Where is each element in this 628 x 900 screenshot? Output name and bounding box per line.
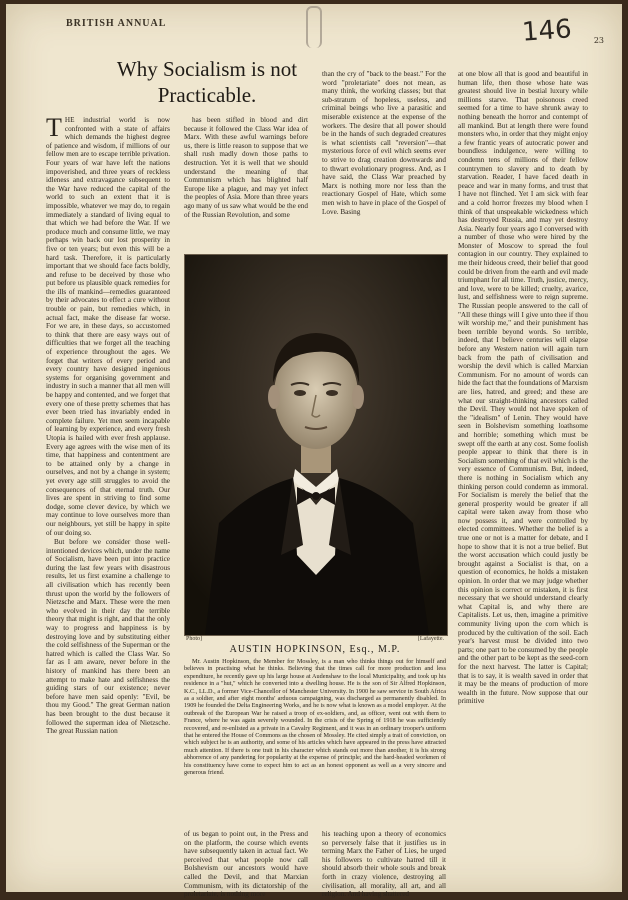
paragraph: of us began to point out, in the Press and on the platform, the course which events have subsequently taken in actual fact. We perceived that what people now call Bolshevism our ancestors would have called the Devil, and that Marxian Communism, with its dictatorship of the proletariate, is nothing more xyxy=(184,830,308,899)
article-title: Why Socialism is not Practicable. xyxy=(116,57,298,107)
paper-clip-mark xyxy=(306,6,322,48)
paragraph: But before we consider those well-intentioned devices which, under the name of Socialism, have been put into practice during the last few years with disastrous results, let us first examine a challenge to all civilisation which has recently been thrust upon the world by the followers of Nietzsche and Marx. These were the men who evolved in their day the terrible theory that might is right, and that the only way to progress and happiness is by destroying love and by substituting either the cold selfishness of the Superman or the hatred which is called the Class War. So far as I am aware, never before in the history of mankind has there been an attempt to make hate and selfishness the guiding stars of our existence; never before have men said openly: "Evil, be thou my Good." The great German nation has been brought to the dust because it followed the superman idea of Nietzsche. The great Russian nation xyxy=(46,538,170,736)
magazine-logo: BRITISH ANNUAL xyxy=(66,18,167,29)
caption-body xyxy=(184,658,446,824)
paragraph: at one blow all that is good and beautiful in human life, then those whose hate was greatest should live in bestial luxury while millions starve. That poisonous creed seemed for a time to have shrunk away to nothing beneath the horror and contempt of all mankind. But at length there were found monsters who, in order that they might enjoy a few frantic years of autocratic power and boundless indulgence, were willing to condemn tens of millions of their fellow countrymen to slavery and to death by starvation. Reader, I have faced death in peace and war in many forms, and trust that I have not flinched. Yet I am sick with fear and a cold horror freezes my blood when I think of that unspeakable wickedness which has destroyed Russia, and may yet destroy Asia. Nearly four years ago I conversed with a number of those who were hired by the Monster of Moscow to spread the foul contagion in our country. They explained to me their hideous creed, their belief that good could be driven from the earth and evil made triumphant for all time. Truth, justice, mercy, and love, were to be killed; cruelty, avarice, lust, and selfishness were to reign supreme. The Russian people answered to the call of "All these things will I give unto thee if thou wilt worship me," and their punishment has been terrible beyond words. So terrible, indeed, that I believe centuries will elapse before any Western nation will again turn back from the path of civilisation and worship the devil which is called Marxian Communism. For no amount of words can hide the fact that the foundations of Marxism are lies, hatred, and greed; and these are what our straight-thinking ancestors called the Devil. They would not have spoken of the "idealism" of Lenin. They would have seen in Bolshevism something loathsome and horrible; something which must be swept off the earth at any cost. Some foolish people appear to think that there is in Socialism something of that evil which is the very essence of Communism. But, indeed, there is nothing in Socialism which any thinking person could condemn as immoral. For Socialism is merely the belief that the general prosperity would be greater if all capital were taken away from those who now possess it, and were controlled by elected committees. Whether the belief is a true one or not is a matter for debate, and I hope to show that it is not a true belief. But the worst accusation which could justly be brought against a Socialist is that, on a question of economics, he holds a mistaken opinion. In order that we may judge whether this opinion is correct or mistaken, it is first necessary that we should understand clearly what Capital is, and why there are Capitalists. Let us, then, imagine a primitive community living upon the corn which is produced by the cultivation of the soil. Each year's harvest must be divided into two parts; one part to be consumed by the people and the other part to be kept as the seed-corn for the next harvest. The latter is Capital; that is to say, it is wealth saved in order that it may be the means of production of more wealth in the future. Now suppose that our primitive xyxy=(458,70,588,706)
column-4 xyxy=(458,70,588,884)
portrait-image xyxy=(185,255,447,635)
page-number: 23 xyxy=(593,36,604,45)
caption-text: Mr. Austin Hopkinson, the Member for Mossley, is a man who thinks things out for himself and believes in practising what he thinks. Believing that the times call for more production and less expenditure, he recently gave up his large house at Audenshaw to the local Municipality, and took up his residence in a "hut," which he converted into a dwelling house. He is the son of Sir Alfred Hopkinson, K.C., LL.D., a former Vice-Chancellor of Manchester University. In 1900 he saw service in South Africa as a soldier, and after eight months' arduous campaigning, was discharged as permanently disabled. In 1909 he founded the Delta Engineering Works, and he is now what is known as a model employer. At the outbreak of the European War he raised a troop of ex-soldiers, and, as officer, went out with them to France, where he was again severely wounded. In the crisis of the Spring of 1918 he was sufficiently recovered, and re-enlisted as a private in a Cavalry Regiment, and it was in an ordinary trooper's uniform that he entered the House of Commons as the chosen of Mossley. He cited simply a trait of conviction, on which subject he is an authority, and some of his articles which have appeared in the press have attracted much attention. If there is one trait in his character which stands out more than another, it is his strong abhorrence of any pandering for popularity at the expense of principle; and the hard-headed workmen of his constituency have come to expect him to act as an honest opponent as well as a very sincere and generous friend. xyxy=(184,658,446,777)
caption-title: AUSTIN HOPKINSON, Esq., M.P. xyxy=(229,644,401,655)
page-header xyxy=(66,12,608,46)
paragraph: his teaching upon a theory of economics so perversely false that it justifies us in terming Marx the Father of Lies, he urged his followers to cultivate hatred till it should absorb their whole souls and break forth in crazy violence, destroying all civilisation, all morality, all art, and all religion. And having shattered xyxy=(322,830,446,899)
photo-credit-right: [Lafayette. xyxy=(417,636,444,642)
handwritten-number: 146 xyxy=(521,14,573,48)
portrait-photo xyxy=(184,254,448,636)
column-3-top xyxy=(322,70,446,250)
paragraph: has been stifled in blood and dirt because it followed the Class War idea of Marx. With these awful warnings before us, there is little reason to suppose that we shall rush madly down those paths to destruction. Yet it is well that we should understand the meaning of that Communism which has blighted half Europe like a plague, and may yet infect the peoples of Asia. More than three years ago many of us saw what would be the end of the Russian Revolution, and some xyxy=(184,116,308,219)
photo-credit-left: Photo] xyxy=(186,636,203,642)
paragraph: HE industrial world is now confronted with a state of affairs which demands the highest degree of patience and wisdom, if millions of our fellow men are to escape terrible privation. Four years of war have left the nations impoverished, and three years of reckless idleness and extravagance subsequent to the War have reduced the capital of the world to such an extent that it is impossible, whatever we may do, to regain immediately a standard of living equal to that which we had before the War. If we produce much and consume little, we may perhaps win back our lost prosperity in five or ten years; but even this will be a hard task. Therefore, it is particularly important that we should face facts boldly, and refuse to be deceived by those who put before us plausible quack remedies for the ills of mankind—remedies guaranteed by their advocates to effect a cure without trouble or pain, but remedies which, in actual fact, make the disease far worse. For we are, in these days, so accustomed to think that there are easy ways out of difficulties that we forget all the teaching of experience throughout the ages. We forget that writers of every period and every country have designed ingenious systems for organising government and industry in such a manner that all men will be happy and contented, and we forget that every one of these pretty schemes that has ever been tried has invariably ended in complete failure. Yet men seem incapable of learning by experience, and every fresh Utopia is hailed with ever fresh applause. Every age agrees with the wise men of its time, that happiness and contentment are to be attained only by a change in ourselves, and not by a change in system; yet every age still struggles to avoid the consequences of that eternal truth. Our lives are spent in striving to find some dodge, some clever device, by which we may continue to love ourselves more than our neighbours, yet still be happy in spite of our doing so. xyxy=(46,116,170,537)
column-2-top xyxy=(184,116,308,248)
column-2-bottom xyxy=(184,830,308,899)
paragraph: than the cry of "back to the beast." For the word "proletariate" does not mean, as many think, the working classes; but that sub-stratum of hopeless, useless, and criminal beings who live a parasitic and miserable existence at the expense of the workers. The desire that all power should be in the hands of such degraded creatures is what scientists call "reversion"—that mysterious force of evil which seems ever to strive to drag creation downwards and to thwart evolutionary progress. And, as I have said, the Class War preached by Marx is nothing more nor less than the reactionary Gospel of Hate, which some men wish to have in place of the Gospel of Love. Basing xyxy=(322,70,446,216)
column-1 xyxy=(46,113,170,884)
column-3-bottom xyxy=(322,830,446,899)
magazine-page xyxy=(6,4,622,899)
drop-cap: T xyxy=(46,113,62,142)
